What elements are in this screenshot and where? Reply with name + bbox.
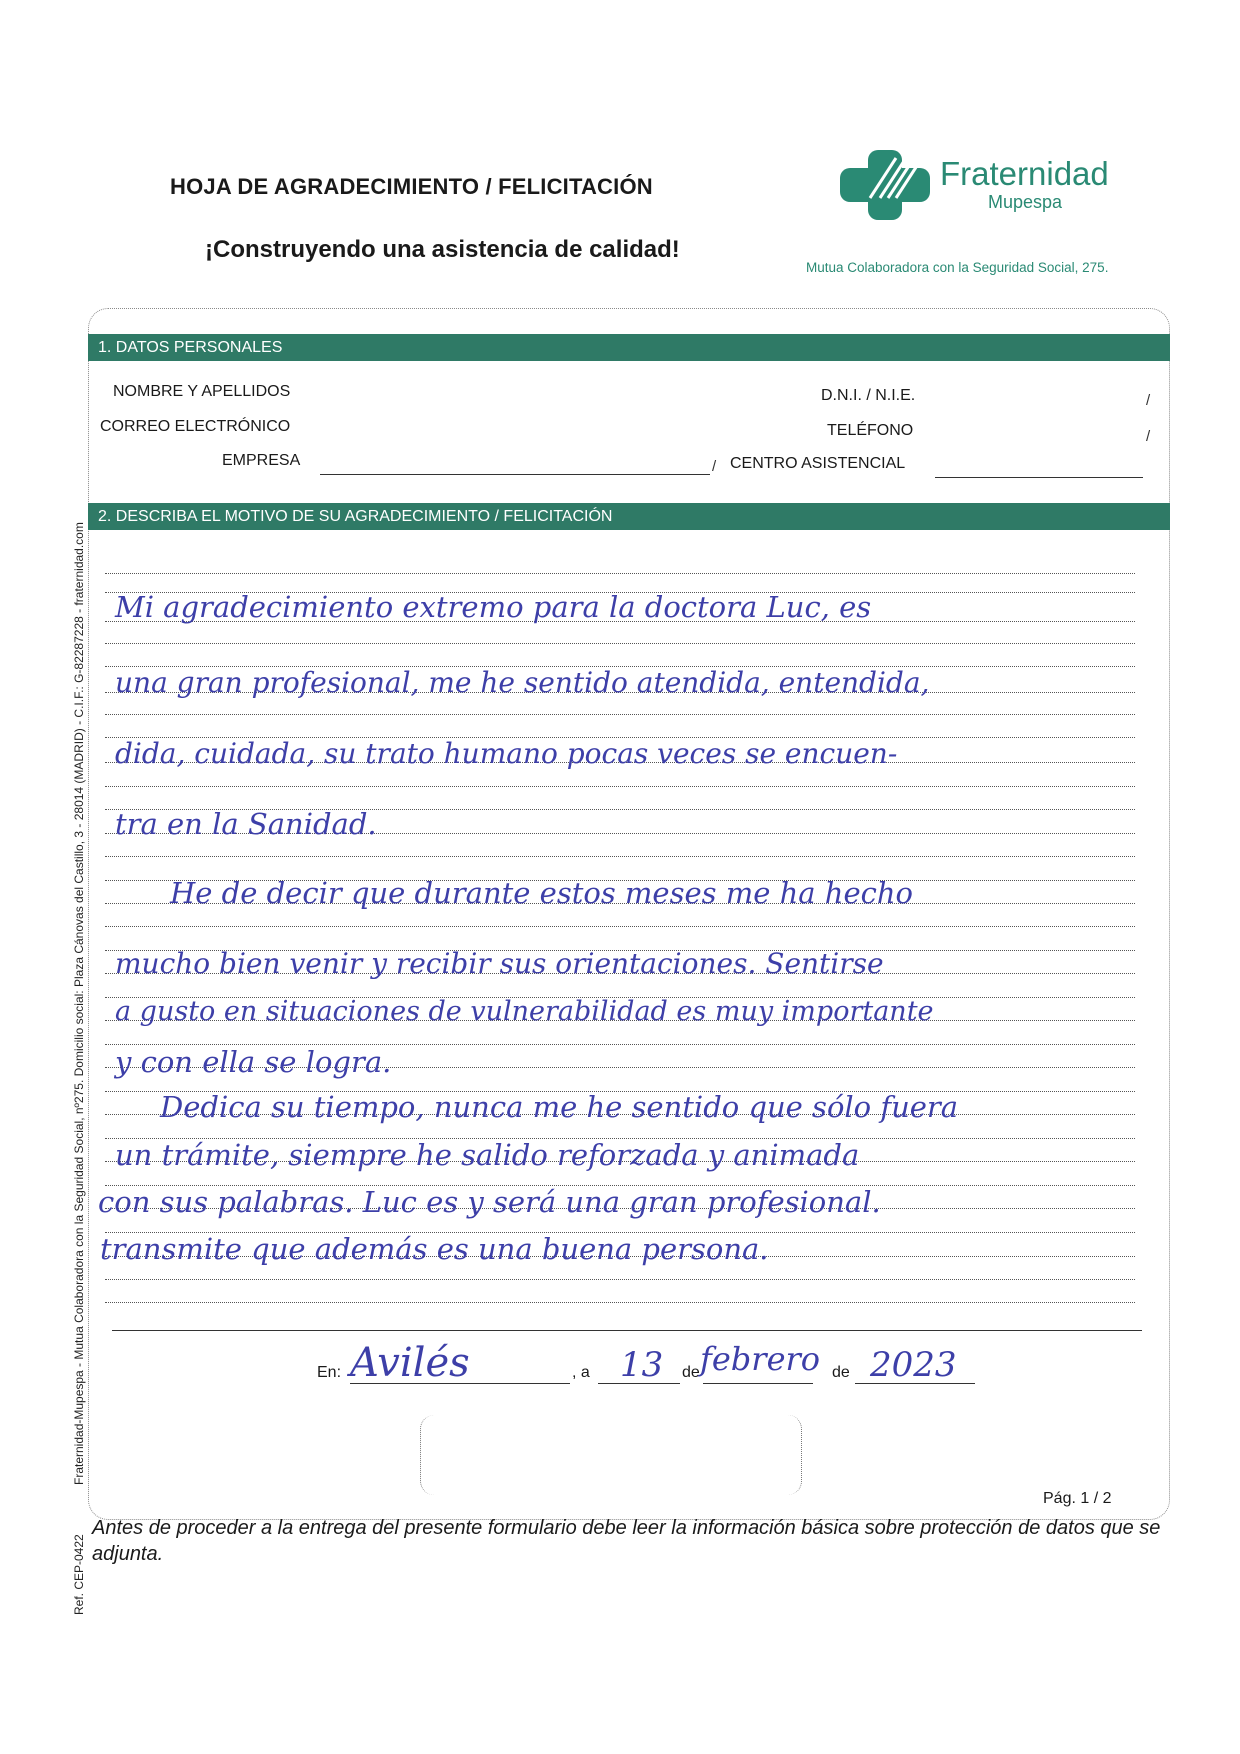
section-1-heading: 1. DATOS PERSONALES — [88, 334, 1170, 361]
closing-line — [112, 1330, 1142, 1331]
centro-label: CENTRO ASISTENCIAL — [730, 455, 906, 472]
data-protection-note: Antes de proceder a la entrega del presente formulario debe leer la información básica sobre protección de datos que se adjunta. — [92, 1517, 1161, 1565]
handwritten-line-3: dida, cuidada, su trato humano pocas veces se encuen- — [115, 737, 898, 770]
place-value: Avilés — [350, 1340, 470, 1386]
legal-sidebar-text: Fraternidad-Mupespa - Mutua Colaboradora con la Seguridad Social, nº275. Domicilio social: Plaza Cánovas del Castillo, 3 - 28014 (MADRID) - C.I.F.: G-82287228 - fraternidad.com — [72, 522, 86, 1485]
correo-label: CORREO ELECTRÓNICO — [100, 418, 291, 435]
dni-label: D.N.I. / N.I.E. — [821, 387, 916, 404]
handwritten-line-8: y con ella se logra. — [115, 1045, 392, 1079]
handwritten-line-7: a gusto en situaciones de vulnerabilidad es muy importante — [115, 996, 934, 1027]
centro-field[interactable] — [935, 477, 1143, 478]
month-value: febrero — [700, 1340, 821, 1378]
empresa-field-end: / — [712, 458, 717, 475]
handwritten-line-2: una gran profesional, me he sentido atendida, entendida, — [115, 666, 930, 699]
form-reference: Ref. CEP-0422 — [72, 1534, 86, 1615]
place-label: En: — [317, 1364, 342, 1381]
handwritten-line-11: con sus palabras. Luc es y será una gran profesional. — [98, 1185, 881, 1219]
month-field[interactable] — [703, 1383, 813, 1384]
page-subtitle: ¡Construyendo una asistencia de calidad! — [205, 236, 680, 263]
page-number: Pág. 1 / 2 — [1043, 1490, 1112, 1507]
telefono-field-end[interactable]: / — [1146, 428, 1151, 445]
year-label: de — [832, 1364, 850, 1381]
year-value: 2023 — [870, 1345, 957, 1385]
day-label: , a — [572, 1364, 590, 1381]
day-value: 13 — [620, 1345, 664, 1385]
brand-subname: Mupespa — [988, 192, 1063, 212]
mutua-tagline: Mutua Colaboradora con la Seguridad Social, 275. — [806, 260, 1109, 275]
handwritten-line-12: transmite que además es una buena persona. — [100, 1232, 769, 1266]
month-label: de — [682, 1364, 700, 1381]
handwritten-line-1: Mi agradecimiento extremo para la doctora Luc, es — [115, 590, 872, 624]
section-2-heading: 2. DESCRIBA EL MOTIVO DE SU AGRADECIMIENTO / FELICITACIÓN — [88, 503, 1170, 530]
nombre-label: NOMBRE Y APELLIDOS — [113, 383, 291, 400]
handwritten-line-6: mucho bien venir y recibir sus orientaciones. Sentirse — [115, 947, 884, 980]
handwritten-line-9: Dedica su tiempo, nunca me he sentido que sólo fuera — [160, 1090, 959, 1124]
dni-field-end[interactable]: / — [1146, 392, 1151, 409]
handwritten-line-4: tra en la Sanidad. — [115, 807, 377, 841]
telefono-label: TELÉFONO — [827, 422, 914, 439]
handwritten-line-5: He de decir que durante estos meses me ha hecho — [170, 876, 914, 910]
form-frame — [88, 308, 1170, 1520]
signature-area[interactable] — [420, 1415, 802, 1495]
empresa-field[interactable] — [320, 474, 710, 475]
handwritten-line-10: un trámite, siempre he salido reforzada y animada — [115, 1138, 860, 1172]
fraternidad-logo-icon — [840, 150, 930, 220]
page-title: HOJA DE AGRADECIMIENTO / FELICITACIÓN — [170, 174, 653, 199]
brand-name: Fraternidad — [940, 155, 1109, 192]
empresa-label: EMPRESA — [222, 452, 301, 469]
